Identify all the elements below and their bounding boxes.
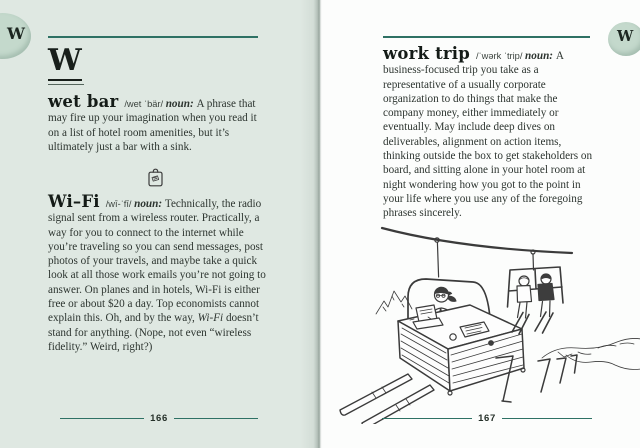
- entry-work-trip: [383, 44, 596, 221]
- entry-wi-fi: [48, 192, 267, 354]
- entry-part-of-speech: noun:: [134, 198, 165, 210]
- section-letter-heading: W: [48, 44, 84, 85]
- skier-left: [512, 276, 532, 334]
- entry-headword: Wi–Fi: [48, 192, 106, 211]
- page-number-left: [60, 413, 258, 424]
- section-tab-left: [0, 13, 31, 59]
- tab-letter: W: [617, 28, 634, 45]
- ski-lift-desk-illustration: [320, 224, 640, 429]
- entry-headword: wet bar: [48, 92, 125, 111]
- entry-headword: work trip: [383, 44, 476, 63]
- header-rule-left: [48, 36, 258, 38]
- page-number-line: [60, 418, 144, 420]
- entry-part-of-speech: noun:: [525, 50, 556, 62]
- page-number-line: [382, 418, 472, 420]
- skier-chairlift: [508, 250, 564, 334]
- snow-ridge: [542, 338, 640, 369]
- entry-pronunciation: /ˈwərk ˈtrip/: [475, 51, 526, 61]
- page-number-text: 167: [478, 413, 496, 424]
- entry-definition-text: A phrase that may fire up your imagination when you read it on a list of hotel room amenities, but it’s ultimately just a bar with a sink.: [48, 98, 257, 153]
- page-number-text: 166: [150, 413, 168, 424]
- desk-chairlift: [340, 238, 525, 424]
- entry-wet-bar: [48, 92, 266, 154]
- lift-cable: [382, 228, 572, 253]
- entry-pronunciation: /wet ˈbär/: [124, 99, 166, 109]
- tab-letter: W: [7, 24, 25, 43]
- desk: [398, 305, 525, 395]
- page-number-line: [502, 418, 592, 420]
- mountains: [376, 291, 412, 314]
- section-tab-right: [608, 22, 640, 56]
- entry-definition-text: Wi-Fi: [197, 312, 224, 325]
- right-page: [320, 0, 640, 448]
- suitcase-icon: [146, 167, 165, 194]
- entry-definition-text: A business-focused trip you take as a representative of a usually corporate organization to do things that make the company money, either immediately or eventually. May include deep dives on deliverables, alignment on action items, thinking outside the box to get stakeholders on board, and sitting alone in your hotel room at night wondering how you got to the point in your life where you use any of the foregoing phrases sincerely.: [383, 50, 593, 220]
- entry-pronunciation: /wī-ˈfī/: [105, 199, 135, 209]
- header-rule-right: [383, 36, 590, 38]
- page-number-line: [174, 418, 258, 420]
- entry-definition-text: doesn’t stand for anything. (Nope, not even “wireless fidelity.” Weird, right?): [48, 312, 259, 353]
- entry-part-of-speech: noun:: [165, 98, 197, 110]
- entry-definition-text: Technically, the radio signal sent from a wireless router. Practically, a way for you to connect to the internet while you’re traveling so you can send messages, post photos of your travels, and maybe take a quick look at all those work emails you’re not going to answer. On planes and in hotels, Wi-Fi is either free or about $20 a day. Top economists cannot explain this. Oh, and by the way,: [48, 198, 266, 325]
- page-number-right: [382, 413, 592, 424]
- skier-right: [535, 274, 554, 333]
